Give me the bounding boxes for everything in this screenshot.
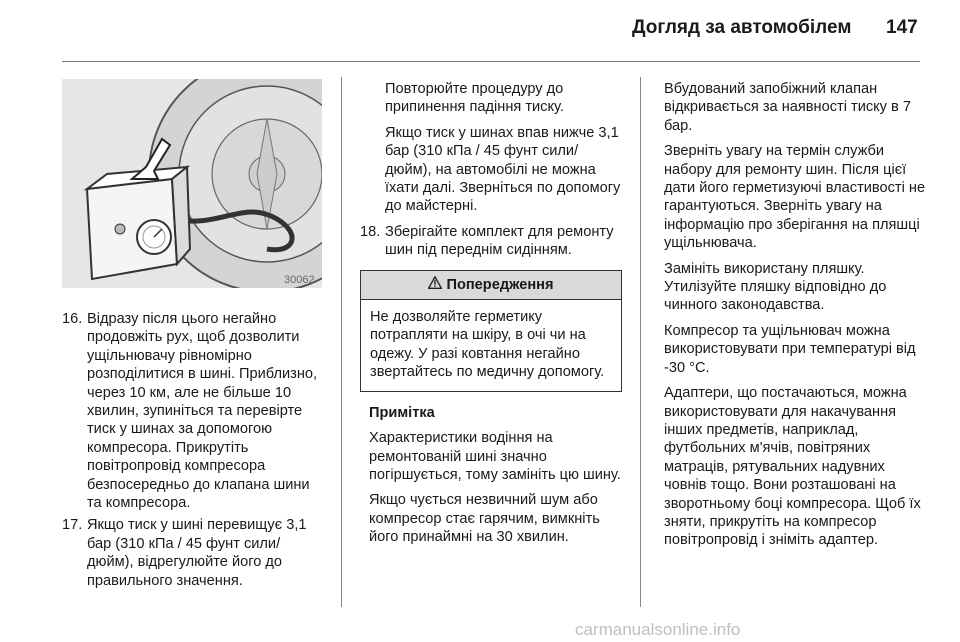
column-divider	[640, 77, 641, 607]
warning-title: Попередження	[446, 276, 554, 293]
column-3	[664, 80, 926, 557]
list-item	[62, 310, 326, 512]
column-2	[360, 80, 622, 554]
warning-text: Не дозволяйте герметику потрапляти на шкіру, в очі чи на одежу. У разі ковтання негайно звертайтесь по медичну допомогу.	[370, 309, 605, 381]
paragraph: Адаптери, що постачаються, можна використовувати для накачування інших предметів, наприклад, футбольних м'ячів, повітряних матраців, рятувальних надувних човнів тощо. Вони розташовані на зворотньому боці компресора. Щоб їх зняти, прикрутіть на компресор повітропровід і зніміть адаптер.	[664, 385, 921, 549]
section-title: Догляд за автомобілем	[632, 17, 852, 38]
paragraph: Якщо чується незвичний шум або компресор стає гарячим, вимкніть його принаймні на 30 хвилин.	[369, 492, 600, 546]
figure-code: 30062	[284, 274, 315, 286]
paragraph: Якщо тиск у шинах впав нижче 3,1 бар (310 кПа / 45 фунт сили/дюйм), на автомобілі не можна їхати далі. Зверніться по допомогу до майстерні.	[385, 124, 621, 215]
item-number: 17.	[62, 517, 83, 534]
watermark: carmanualsonline.info	[575, 620, 741, 639]
item-text: Зберігайте комплект для ремонту шин під переднім сидінням.	[385, 223, 614, 259]
column-1	[62, 310, 326, 594]
warning-triangle-icon	[428, 276, 442, 294]
item-text: Відразу після цього негайно продовжіть рух, щоб дозволити ущільнювачу рівномірно розподілитися в шині. Приблизно, через 10 км, але не більше 10 хвилин, зупиніться та перевірте тиск у шинах за допомогою компресора. Прикрутіть повітропровід компресора безпосередньо до клапана шини та компресора.	[87, 311, 318, 512]
warning-header	[361, 271, 621, 300]
compressor-drawing	[62, 79, 322, 288]
compressor-illustration	[62, 79, 322, 288]
warning-box	[360, 270, 622, 392]
item-number: 16.	[62, 311, 83, 327]
item-text: Якщо тиск у шині перевищує 3,1 бар (310 кПа / 45 фунт сили/дюйм), відрегулюйте його до правильного значення.	[87, 517, 307, 589]
page-header	[0, 0, 960, 60]
paragraph: Повторюйте процедуру до припинення падіння тиску.	[385, 81, 564, 116]
paragraph: Замініть використану пляшку. Утилізуйте пляшку відповідно до чинного законодавства.	[664, 260, 887, 314]
item-number: 18.	[360, 223, 381, 240]
page-number: 147	[886, 17, 918, 38]
paragraph: Компресор та ущільнювач можна використовувати при температурі від -30 °C.	[664, 322, 916, 376]
paragraph: Вбудований запобіжний клапан відкривається за наявності тиску в 7 бар.	[664, 81, 911, 134]
header-rule	[62, 61, 920, 62]
column-divider	[341, 77, 342, 607]
list-item	[62, 516, 326, 590]
note-text: Характеристики водіння на ремонтованій шині значно погіршується, тому замініть цю шину.	[369, 430, 621, 483]
list-item	[360, 223, 622, 260]
note-title: Примітка	[369, 404, 435, 421]
paragraph: Зверніть увагу на термін служби набору для ремонту шин. Після цієї дати його герметизуючі властивості не гарантуються. Зверніть увагу на інформацію про зберігання на пляшці ущільнювача.	[664, 143, 926, 252]
